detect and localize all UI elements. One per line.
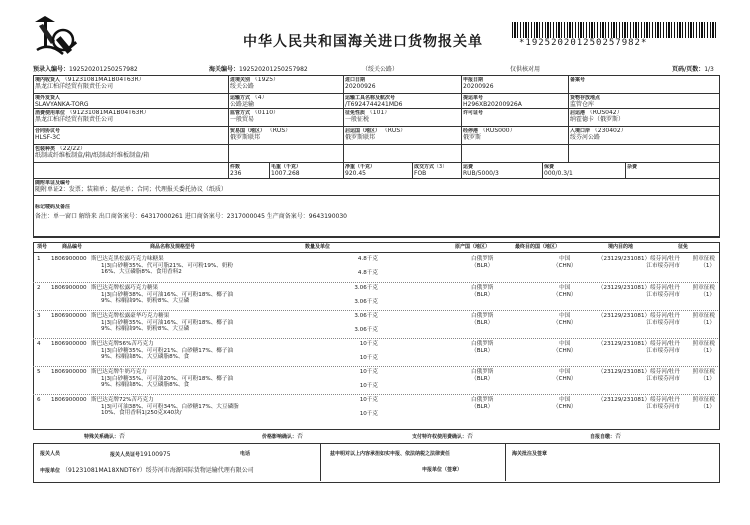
package-cell: [35, 146, 335, 159]
goods-levy: 照章征税: [692, 397, 715, 403]
goods-domestic: （23129/231081）绥芬河/牡丹: [597, 285, 680, 291]
print-note: 仅供核对用: [510, 66, 541, 73]
supervision-code: （0110）: [251, 110, 280, 116]
goods-row: [33, 282, 718, 310]
freight-cell: [463, 164, 541, 177]
marks: 备注：单一窗口 解络来 出口商备案号：64317000261 进口商备案号：2317000045 生产商备案号：9643190030: [35, 213, 347, 220]
special-relation: [84, 433, 125, 441]
goods-origin-code: （BLR）: [471, 262, 494, 269]
declarer-cert-line: [110, 451, 171, 459]
goods-dest: 中国: [559, 256, 571, 262]
goods-dest: 中国: [559, 397, 571, 403]
deal-mode-label: 成交方式: [414, 164, 435, 170]
conveyance-label: 运输工具名称及航次号: [345, 95, 396, 101]
goods-name: 斯巴达克牌72%苦巧克力: [91, 397, 154, 403]
goods-origin-code: （BLR）: [471, 291, 494, 298]
barcode: [512, 22, 717, 38]
self-pay: [590, 433, 621, 441]
docs: 随附单证2：发票；装箱单；提/运单；合同；代理报关委托协议（纸质）: [35, 186, 227, 193]
goods-qty: [303, 341, 378, 361]
declarer-cert: 19100975: [140, 451, 171, 458]
goods-qty: [303, 285, 378, 305]
insurance-label: 保费: [544, 164, 555, 170]
goods-origin: 白俄罗斯: [471, 313, 494, 319]
goods-levy2: （1）: [700, 319, 715, 326]
goods-qty: [303, 369, 378, 389]
price-value: 否: [297, 433, 304, 440]
goods-domestic: [586, 341, 680, 354]
net-cell: [345, 164, 411, 177]
bill-no-cell: [463, 95, 565, 108]
goods-levy2: （1）: [700, 347, 715, 354]
trade-country: 俄罗斯联邦: [230, 134, 261, 141]
declarer-label: 报关人员: [40, 451, 61, 457]
goods-dest: [553, 369, 576, 382]
goods-spec1: 1|3|白砂糖35%、可可油16%、可可粉18%、椰子油: [101, 319, 234, 326]
origin-country-label: 启运国（地区）: [345, 128, 381, 134]
conveyance-cell: [345, 95, 457, 108]
goods-header-dest: 最终目的国（地区）: [515, 244, 561, 250]
entry-port-code: （230402）: [591, 128, 627, 134]
docs-label: 随附单证及编号: [35, 180, 71, 186]
record-no-cell: [570, 77, 715, 83]
entry-port-label: 入境口岸: [570, 128, 591, 134]
insurance: 000/0.3/1: [544, 170, 573, 177]
exemption-label: 征免性质: [345, 110, 366, 116]
import-date-label: 进口日期: [345, 77, 366, 83]
goods-levy: 照章征税: [692, 256, 715, 262]
goods-dest-code: （CHN）: [553, 375, 577, 382]
goods-levy: [681, 341, 715, 354]
supervision-label: 监管方式: [230, 110, 251, 116]
entry-customs-name: 绥关公路: [230, 83, 255, 90]
entry-port-cell: [570, 128, 715, 141]
goods-origin-code: （BLR）: [471, 347, 494, 354]
goods-qty: [303, 313, 378, 333]
entry-customs-label: 进境关别: [230, 77, 251, 83]
overseas-shipper-label: 境外发货人: [35, 95, 61, 101]
goods-spec1: 1|3|白砂糖35%、代可可脂21%、可可粉19%、奶粉: [101, 262, 234, 269]
page-title: 中华人民共和国海关进口货物报关单: [243, 34, 483, 50]
bill-no-label: 提运单号: [463, 95, 484, 101]
goods-header-domestic: 境内目的地: [608, 244, 634, 250]
entry-customs-code: （1925）: [251, 77, 280, 83]
goods-name-spec: [91, 397, 239, 417]
goods-header-code: 商品编号: [62, 244, 83, 250]
license-label: 许可证号: [463, 110, 484, 116]
goods-dest-code: （CHN）: [553, 319, 577, 326]
goods-qty1: 10千克: [359, 369, 378, 375]
goods-levy: 照章征税: [692, 369, 715, 375]
barcode-text: *192520201250257982*: [519, 38, 648, 48]
goods-levy: 照章征税: [692, 313, 715, 319]
goods-name: 斯巴达克牌56%苦巧克力: [91, 341, 154, 347]
goods-qty1: 10千克: [359, 397, 378, 403]
goods-domestic: [586, 285, 680, 298]
goods-code: 1806900000: [51, 341, 87, 347]
package-code: （22/22）: [56, 146, 87, 152]
footer-box: [33, 443, 720, 483]
customs-no: 192520201250257982: [239, 66, 308, 73]
via-port-label: 经停港: [463, 128, 479, 134]
import-date: 20200926: [345, 83, 376, 90]
goods-origin-code: （BLR）: [471, 319, 494, 326]
agent: （91231081MA18XNDT6Y）绥芬河市海源国际货物运输代理有限公司: [61, 467, 254, 474]
goods-header-qty: 数量及单位: [305, 244, 331, 250]
goods-qty1: 10千克: [359, 341, 378, 347]
goods-spec1: 1|3|白砂糖35%、可可油20%、可可粉18%、椰子油: [101, 375, 234, 382]
goods-header-levy: 征免: [678, 244, 689, 250]
goods-code: 1806900000: [51, 397, 87, 403]
goods-name-spec: [91, 313, 233, 333]
goods-domestic2: 江市绥芬河市: [646, 319, 680, 326]
consignee-code: （91231081MA1B04T63R）: [61, 77, 145, 83]
agent-line: [40, 467, 254, 475]
goods-dest: [553, 313, 576, 326]
trade-country-code: （RUS）: [266, 128, 292, 134]
goods-domestic: [586, 256, 680, 269]
goods-dest: [553, 256, 576, 269]
goods-origin: [471, 313, 493, 326]
trade-country-cell: [230, 128, 340, 141]
goods-spec2: 10%、食用香料1|250克X40块/: [101, 410, 182, 417]
record-no-label: 备案号: [570, 77, 586, 83]
goods-row: [33, 254, 718, 281]
insurance-cell: [544, 164, 624, 177]
goods-levy: [681, 397, 715, 410]
goods-domestic: （23129/231081）绥芬河/牡丹: [597, 313, 680, 319]
goods-domestic: （23129/231081）绥芬河/牡丹: [597, 397, 680, 403]
declarer-cert-label: 报关人员证号: [110, 452, 141, 458]
goods-seq: 6: [37, 397, 41, 403]
storage: 监管仓库: [570, 101, 595, 108]
gross-cell: [271, 164, 341, 177]
declare-date: 20200926: [463, 83, 494, 90]
goods-origin: 白俄罗斯: [471, 256, 494, 262]
goods-qty1: 4.8千克: [357, 256, 378, 262]
contract: HLSF-3C: [35, 134, 61, 141]
transport-mode-cell: [230, 95, 340, 108]
pre-entry-label: 预录入编号：: [33, 66, 70, 73]
goods-dest: 中国: [559, 285, 571, 291]
goods-qty: [303, 256, 378, 276]
freight: RUB/5000/3: [463, 170, 499, 177]
exemption-cell: [345, 110, 457, 123]
goods-domestic: （23129/231081）绥芬河/牡丹: [597, 256, 680, 262]
trade-country-label: 贸易国（地区）: [230, 128, 266, 134]
customs-emblem-icon: [33, 14, 81, 58]
goods-spec1: 1|3|白砂糖38%、可可油16%、可可粉18%、椰子油: [101, 291, 234, 298]
goods-seq: 4: [37, 341, 41, 347]
goods-origin: [471, 285, 493, 298]
goods-dest: [553, 285, 576, 298]
agent-seal-label: 申报单位（签章）: [422, 467, 463, 473]
goods-origin: [471, 256, 493, 269]
agent-label: 申报单位: [40, 468, 61, 474]
phone-label: 电话: [240, 451, 251, 457]
goods-header-origin: 原产国（地区）: [455, 244, 491, 250]
docs-cell: [35, 180, 715, 193]
goods-qty2: 10千克: [359, 410, 378, 417]
pieces-label: 件数: [230, 164, 241, 170]
goods-spec1: 1|3|白砂糖35%、可可粉21%、白砂糖17%、椰子油: [101, 347, 234, 354]
goods-levy2: （1）: [700, 291, 715, 298]
contract-cell: [35, 128, 225, 141]
goods-dest: [553, 397, 576, 410]
goods-origin: 白俄罗斯: [471, 397, 494, 403]
goods-row: [33, 366, 718, 394]
goods-dest: 中国: [559, 341, 571, 347]
exemption: 一般征税: [345, 116, 370, 123]
package-label: 包装种类: [35, 146, 56, 152]
pieces: 236: [230, 170, 242, 177]
contract-label: 合同协议号: [35, 128, 61, 134]
goods-levy: 照章征税: [692, 285, 715, 291]
goods-row: [33, 394, 718, 422]
departure-port-code: （RUS042）: [586, 110, 623, 116]
goods-dest-code: （CHN）: [553, 291, 577, 298]
goods-domestic: （23129/231081）绥芬河/牡丹: [597, 341, 680, 347]
goods-levy: [681, 313, 715, 326]
goods-qty2: 10千克: [359, 354, 378, 361]
goods-name-spec: [91, 369, 233, 389]
goods-spec2: 16%、大豆磷脂8%、食用香料2: [101, 269, 182, 276]
consignee-label: 境内收货人: [35, 77, 61, 83]
customs-no-label: 海关编号：: [209, 66, 240, 73]
goods-code: 1806900000: [51, 285, 87, 291]
goods-header-seq: 项号: [37, 244, 48, 250]
transport-mode-code: （4）: [251, 95, 268, 101]
goods-origin-code: （BLR）: [471, 403, 494, 410]
goods-origin: [471, 397, 493, 410]
goods-dest-code: （CHN）: [553, 262, 577, 269]
goods-seq: 2: [37, 285, 41, 291]
transport-mode: 公路运输: [230, 101, 255, 108]
declare-date-label: 申报日期: [463, 77, 484, 83]
goods-name-spec: [91, 256, 233, 276]
goods-domestic2: 江市绥芬河市: [646, 403, 680, 410]
goods-origin: [471, 341, 493, 354]
misc-cell: [627, 164, 715, 170]
import-date-cell: [345, 77, 457, 90]
overseas-shipper-cell: [35, 95, 225, 108]
special-label: 特殊关系确认：: [84, 434, 120, 440]
gross: 1007.268: [271, 170, 300, 177]
goods-code: 1806900000: [51, 369, 87, 375]
goods-qty2: 3.06千克: [354, 326, 378, 333]
bill-no: H296XB20200926A: [463, 101, 522, 108]
goods-origin: [471, 369, 493, 382]
transport-mode-label: 运输方式: [230, 95, 251, 101]
entry-port: 绥芬河公路: [570, 134, 601, 141]
departure-port-cell: [570, 110, 715, 123]
goods-name: 斯巴达克黑松露巧克力味糖果: [91, 256, 164, 262]
consumer-cell: [35, 110, 225, 123]
goods-seq: 5: [37, 369, 41, 375]
via-port: 俄罗斯: [463, 134, 482, 141]
consignee-name: 黑龙江柏洋经贸有限责任公司: [35, 83, 114, 90]
goods-name-spec: [91, 285, 233, 305]
storage-label: 货物存放地点: [570, 95, 601, 101]
consumer-code: （91231081MA1B04T63R）: [66, 110, 150, 116]
net: 920.45: [345, 170, 366, 177]
goods-name: 斯巴达克牌松露巧克力糖果: [91, 285, 159, 291]
origin-country: 俄罗斯联邦: [345, 134, 376, 141]
marks-label: 标记唛码及备注: [35, 204, 71, 210]
goods-levy2: （1）: [700, 403, 715, 410]
self-value: 否: [615, 433, 622, 440]
goods-dest: [553, 341, 576, 354]
price-impact: [262, 433, 303, 441]
misc-label: 杂费: [627, 164, 638, 170]
goods-domestic2: 江市绥芬河市: [646, 291, 680, 298]
goods-qty: [303, 397, 378, 417]
deal-mode: FOB: [414, 170, 427, 177]
goods-dest: 中国: [559, 369, 571, 375]
goods-levy: 照章征税: [692, 341, 715, 347]
freight-label: 运费: [463, 164, 474, 170]
goods-domestic2: 江市绥芬河市: [646, 375, 680, 382]
royalty-confirm: [412, 433, 473, 441]
page-value: 1/3: [704, 66, 714, 73]
pre-entry-line: [33, 66, 138, 73]
goods-spec2: 9%、棕榈油9%、奶粉8%、大豆磷: [101, 298, 190, 305]
net-label: 净重（千克）: [345, 164, 376, 170]
goods-dest-code: （CHN）: [553, 347, 577, 354]
marks-cell: [35, 204, 715, 220]
origin-country-code: （RUS）: [381, 128, 407, 134]
price-label: 价格影响确认：: [262, 434, 298, 440]
page-indicator: [672, 66, 714, 73]
goods-qty2: 3.06千克: [354, 298, 378, 305]
goods-name: 斯巴达克牌松露豪华巧克力糖果: [91, 313, 170, 319]
overseas-shipper: SLAVYANKA-TORG: [35, 101, 89, 108]
package: 纸制或纤维板制盒/箱/纸制或纤维板制盒/箱: [35, 152, 150, 159]
origin-country-cell: [345, 128, 457, 141]
declare-date-cell: [463, 77, 565, 90]
goods-qty1: 3.06千克: [354, 285, 378, 291]
pre-entry-no: 192520201250257982: [69, 66, 138, 73]
goods-levy2: （1）: [700, 375, 715, 382]
goods-domestic2: 江市绥芬河市: [646, 262, 680, 269]
page-label: 页码/页数：: [672, 66, 705, 73]
statement: 兹申明对以上内容承担如实申报、依法纳税之法律责任: [330, 451, 451, 457]
self-label: 自报自缴：: [590, 434, 616, 440]
goods-spec2: 9%、棕榈油8%、大豆磷脂8%、食: [101, 354, 190, 361]
license-cell: [463, 110, 565, 116]
goods-qty2: 4.8千克: [357, 269, 378, 276]
customs-name: （绥关公路）: [362, 66, 399, 73]
gross-label: 毛重（千克）: [271, 164, 302, 170]
departure-port: 纳霍德卡（俄罗斯）: [570, 116, 625, 123]
royalty-value: 否: [467, 433, 474, 440]
supervision: 一般贸易: [230, 116, 255, 123]
goods-levy: [681, 256, 715, 269]
via-port-code: （RUS000）: [479, 128, 516, 134]
goods-origin-code: （BLR）: [471, 375, 494, 382]
entry-customs-cell: [230, 77, 340, 90]
deal-mode-code: （3）: [434, 164, 448, 170]
goods-code: 1806900000: [51, 313, 87, 319]
goods-code: 1806900000: [51, 256, 87, 262]
special-value: 否: [119, 433, 126, 440]
customs-note-label: 海关批注及签章: [512, 451, 548, 457]
goods-domestic2: 江市绥芬河市: [646, 347, 680, 354]
exemption-code: （101）: [366, 110, 391, 116]
storage-cell: [570, 95, 715, 108]
goods-qty2: 10千克: [359, 382, 378, 389]
goods-spec2: 9%、棕榈油8%、大豆磷脂8%、食: [101, 382, 190, 389]
goods-seq: 3: [37, 313, 41, 319]
royalty-label: 支付特许权使用费确认：: [412, 434, 468, 440]
conveyance: /T6924744241MD6: [345, 101, 403, 108]
consignee-cell: [35, 77, 225, 90]
consumer-label: 消费使用单位: [35, 110, 66, 116]
goods-dest-code: （CHN）: [553, 403, 577, 410]
goods-origin: 白俄罗斯: [471, 285, 494, 291]
goods-spec1: 1|3|可可油38%、可可粉34%、白砂糖17%、大豆磷脂: [101, 403, 239, 410]
goods-origin: 白俄罗斯: [471, 341, 494, 347]
goods-name: 斯巴达克牌牛奶巧克力: [91, 369, 147, 375]
goods-spec2: 9%、棕榈油9%、奶粉8%、大豆磷: [101, 326, 190, 333]
deal-mode-cell: [414, 164, 460, 177]
goods-dest: 中国: [559, 313, 571, 319]
customs-no-line: [209, 66, 308, 73]
goods-levy: [681, 369, 715, 382]
supervision-cell: [230, 110, 340, 123]
goods-qty1: 3.06千克: [354, 313, 378, 319]
goods-seq: 1: [37, 256, 41, 262]
goods-row: [33, 338, 718, 366]
goods-domestic: [586, 313, 680, 326]
via-port-cell: [463, 128, 565, 141]
goods-levy: [681, 285, 715, 298]
goods-row: [33, 310, 718, 338]
pieces-cell: [230, 164, 268, 177]
consumer-name: 黑龙江柏洋经贸有限责任公司: [35, 116, 114, 123]
goods-levy2: （1）: [700, 262, 715, 269]
goods-origin: 白俄罗斯: [471, 369, 494, 375]
goods-header-name: 商品名称及规格型号: [150, 244, 196, 250]
goods-domestic: [586, 397, 680, 410]
goods-domestic: [586, 369, 680, 382]
departure-port-label: 启运港: [570, 110, 586, 116]
goods-domestic: （23129/231081）绥芬河/牡丹: [597, 369, 680, 375]
goods-name-spec: [91, 341, 233, 361]
